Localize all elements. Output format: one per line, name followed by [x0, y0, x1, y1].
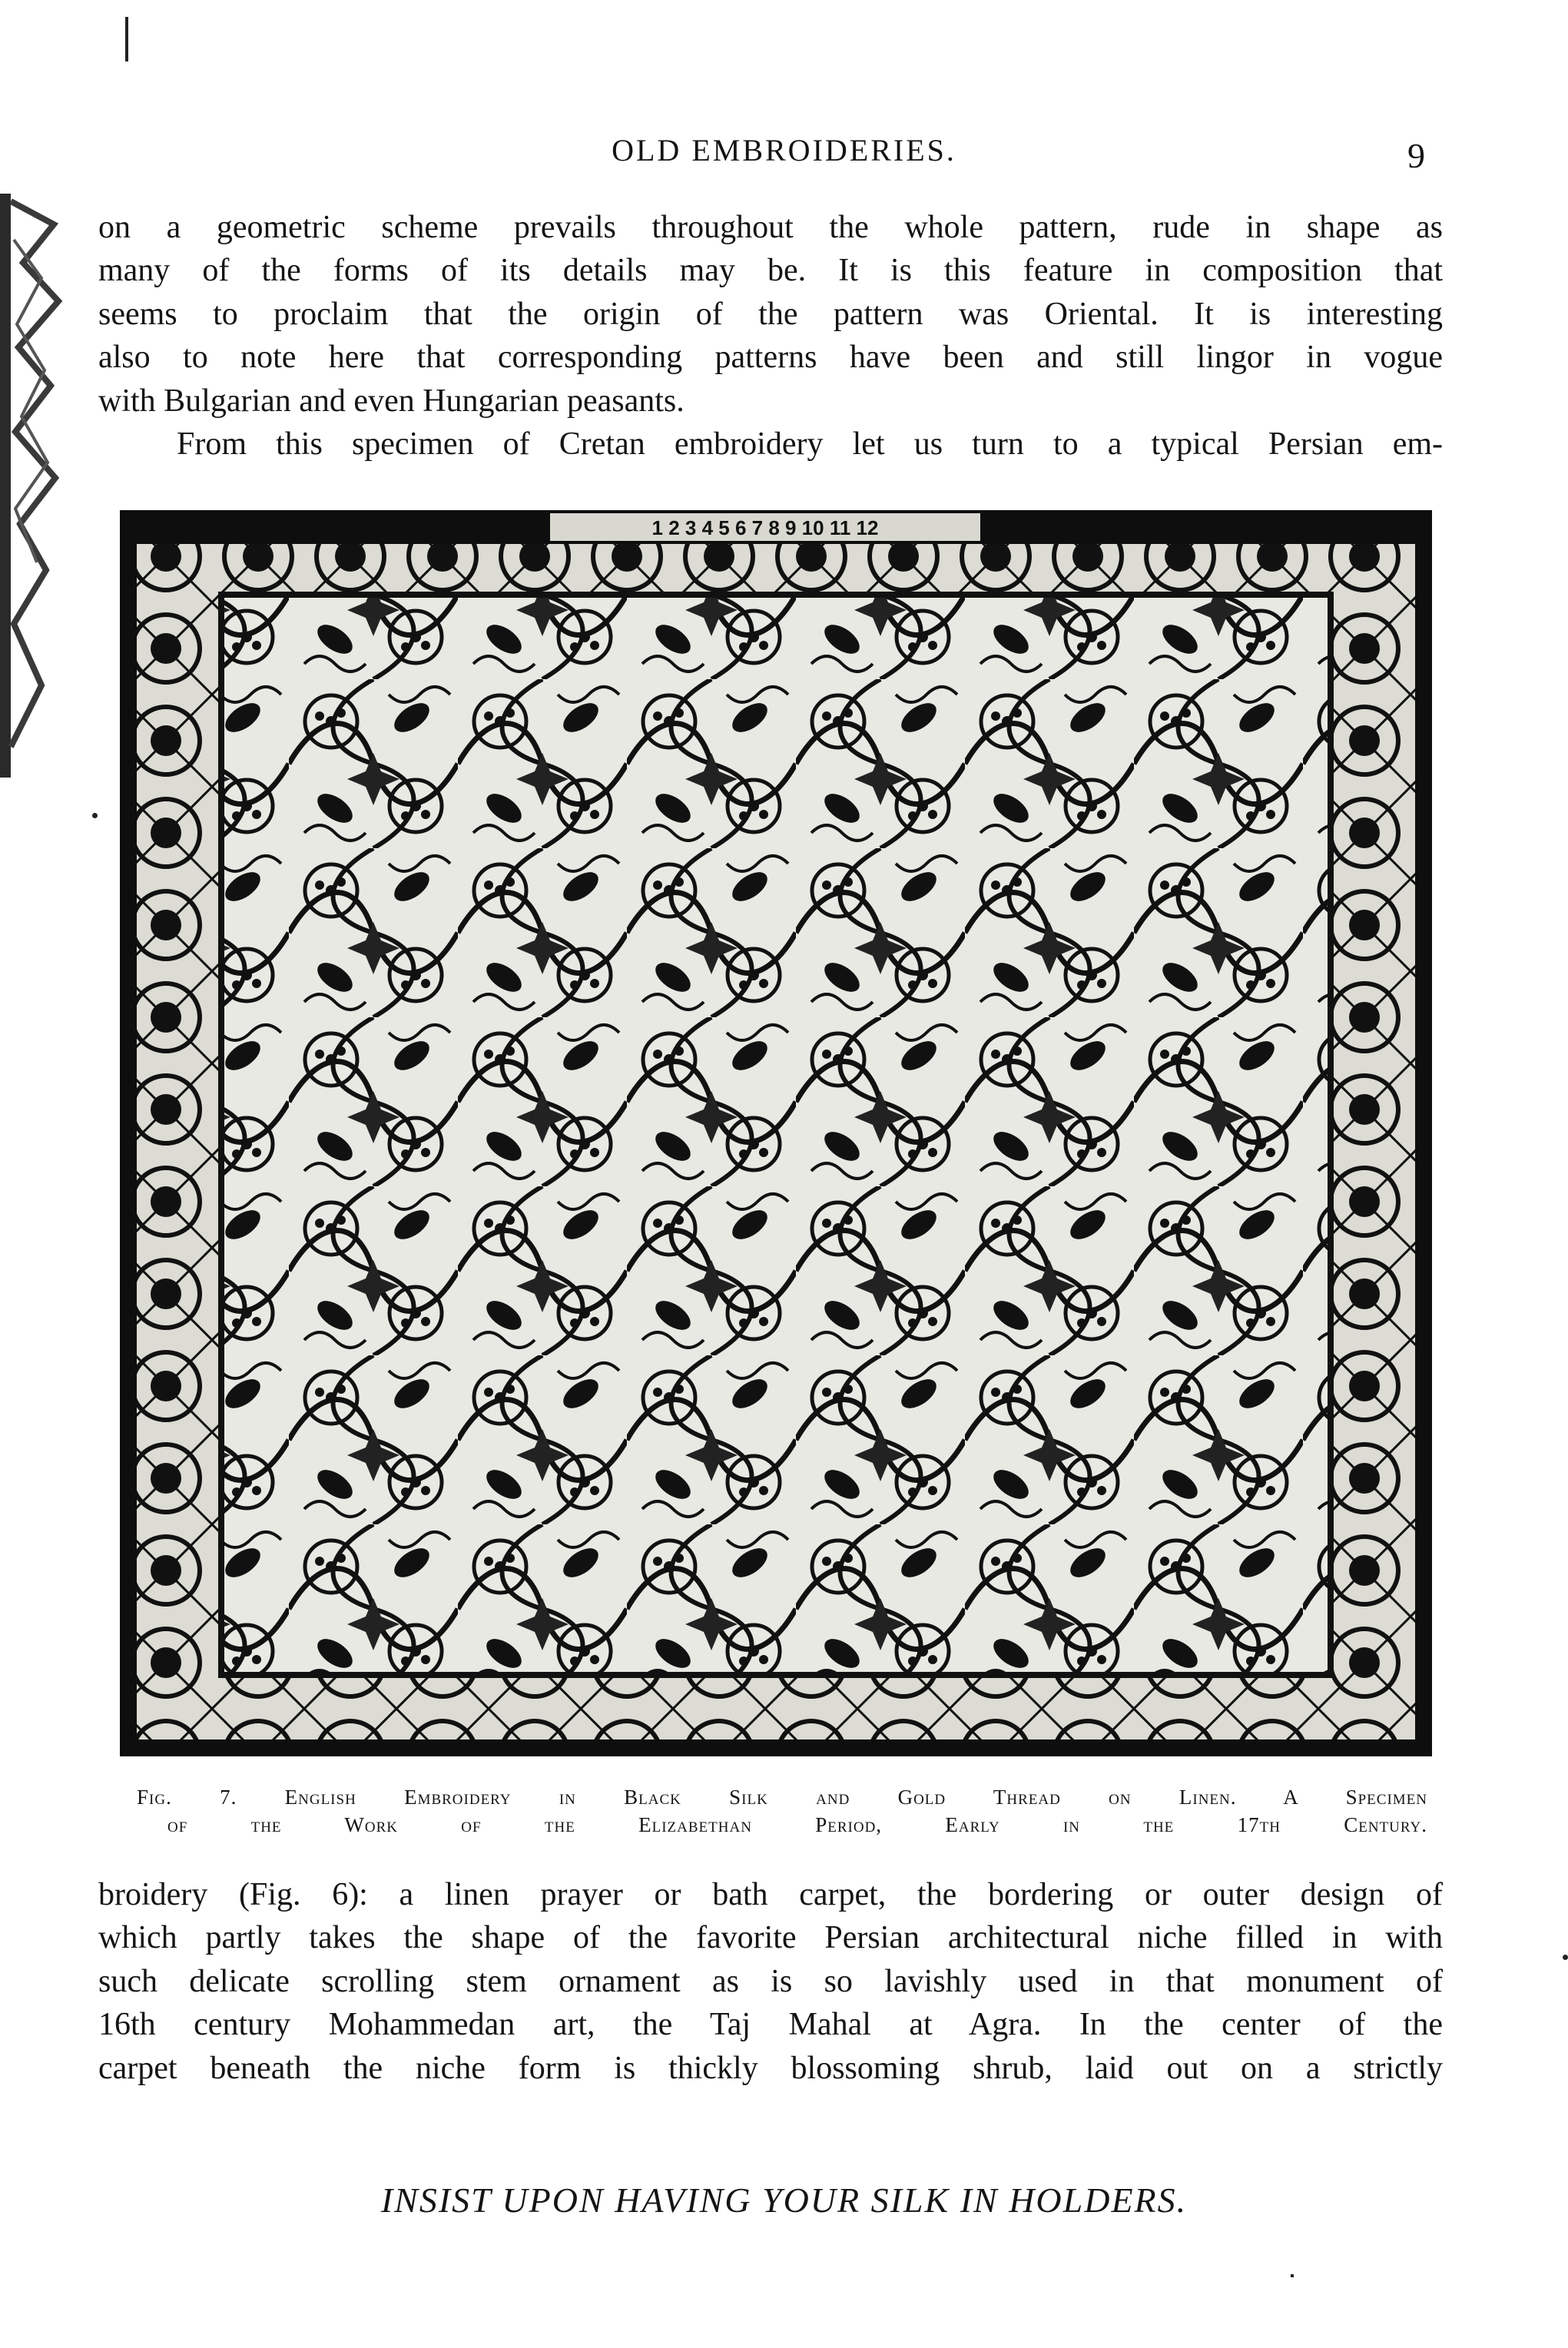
- figure-caption: [137, 1783, 1427, 1839]
- text-line: on a geometric scheme prevails throughout the whole pattern, rude in shape as: [98, 210, 1443, 245]
- embroidery-illustration: [120, 510, 1432, 1756]
- running-head: OLD EMBROIDERIES.: [612, 133, 956, 167]
- text-line: broidery (Fig. 6): a linen prayer or bath carpet, the bordering or outer design of: [98, 1877, 1443, 1912]
- scan-mark-top: [125, 17, 128, 61]
- text-line: such delicate scrolling stem ornament as is so lavishly used in that monument of: [98, 1963, 1443, 1999]
- scan-dot: [1563, 1955, 1568, 1960]
- paragraph-mid: [98, 423, 1443, 466]
- left-margin-scan-strip: [0, 194, 65, 778]
- text-line: carpet beneath the niche form is thickly blossoming shrub, laid out on a strictly: [98, 2050, 1443, 2086]
- text-line: many of the forms of its details may be. It is this feature in composition that: [98, 253, 1443, 289]
- embroidery-field: [221, 595, 1331, 1675]
- text-line: which partly takes the shape of the favorite Persian architectural niche filled in with: [98, 1920, 1443, 1956]
- caption-line: Fig. 7. English Embroidery in Black Silk and Gold Thread on Linen. A Specimen: [137, 1786, 1427, 1809]
- caption-line: of the Work of the Elizabethan Period, Early in the 17th Century.: [167, 1813, 1427, 1836]
- scan-dot: [92, 813, 98, 818]
- paragraph-bottom: [98, 1873, 1443, 2090]
- scan-dot: [1291, 2274, 1294, 2277]
- paragraph-top: [98, 206, 1443, 423]
- text-line: seems to proclaim that the origin of the pattern was Oriental. It is interesting: [98, 296, 1443, 332]
- text-line: also to note here that corresponding patterns have been and still lingor in vogue: [98, 340, 1443, 376]
- ruler-marks: 1 2 3 4 5 6 7 8 9 10 11 12: [651, 516, 879, 539]
- text-line: 16th century Mohammedan art, the Taj Mahal at Agra. In the center of the: [98, 2007, 1443, 2043]
- text-line: with Bulgarian and even Hungarian peasants.: [98, 383, 685, 419]
- footer-slogan: INSIST UPON HAVING YOUR SILK IN HOLDERS.: [380, 2181, 1188, 2220]
- page-number: 9: [1407, 136, 1425, 175]
- embroidery-figure: [120, 510, 1432, 1756]
- text-line: From this specimen of Cretan embroidery let us turn to a typical Persian em-: [177, 426, 1443, 462]
